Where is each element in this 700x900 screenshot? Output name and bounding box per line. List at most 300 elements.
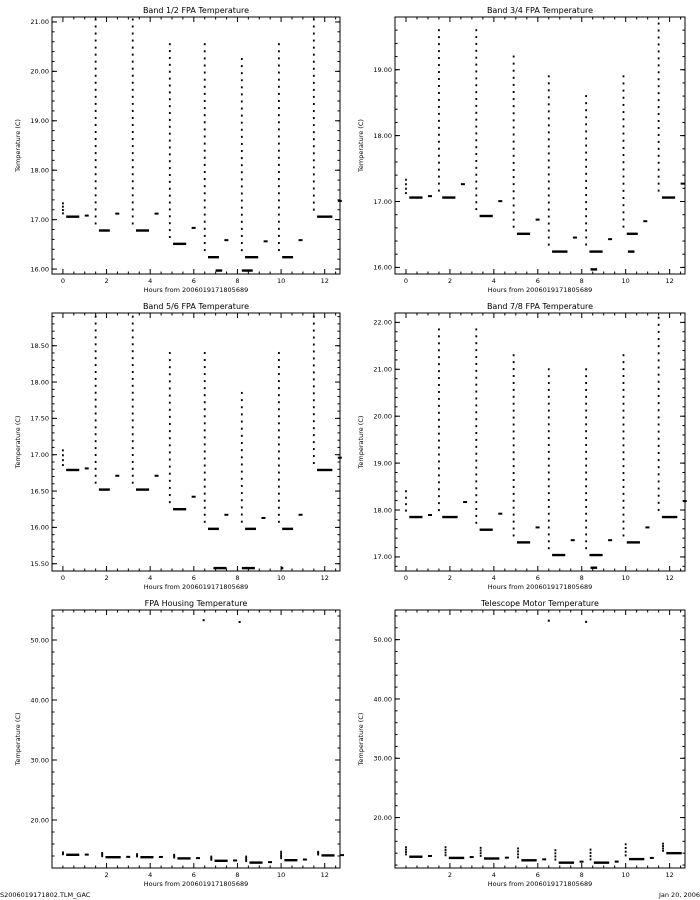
- data-point: [204, 128, 206, 130]
- data-point: [585, 368, 587, 370]
- data-point: [475, 70, 477, 72]
- data-point: [280, 855, 282, 857]
- data-point: [585, 437, 587, 439]
- data-point: [405, 179, 407, 181]
- data-point: [169, 167, 171, 169]
- x-tick-label: 12: [320, 277, 329, 285]
- data-point: [224, 514, 228, 516]
- x-tick-label: 8: [579, 277, 584, 285]
- data-point: [132, 96, 134, 98]
- data-point: [132, 47, 134, 49]
- x-tick-label: 0: [60, 574, 65, 582]
- data-point: [132, 194, 134, 196]
- data-point: [658, 23, 660, 25]
- data-point: [95, 26, 97, 28]
- data-point: [132, 433, 134, 435]
- data-point: [658, 431, 660, 433]
- data-point: [623, 111, 625, 113]
- data-point: [548, 527, 550, 529]
- data-point: [658, 509, 660, 511]
- data-point: [132, 33, 134, 35]
- data-point: [278, 57, 280, 59]
- data-point: [95, 357, 97, 359]
- data-segment: [242, 567, 255, 569]
- data-point: [662, 843, 664, 845]
- data-point: [278, 199, 280, 201]
- data-point: [548, 209, 550, 211]
- data-point: [438, 335, 440, 337]
- data-point: [204, 72, 206, 74]
- data-point: [204, 64, 206, 66]
- x-tick-label: 2: [447, 277, 452, 285]
- y-axis-label: Temperature (C): [14, 712, 22, 766]
- data-point: [245, 856, 247, 858]
- x-tick-label: 12: [320, 574, 329, 582]
- data-point: [475, 139, 477, 141]
- data-point: [278, 107, 280, 109]
- data-point: [548, 110, 550, 112]
- data-point: [313, 385, 315, 387]
- data-point: [132, 316, 134, 318]
- data-point: [513, 534, 515, 536]
- data-point: [241, 442, 243, 444]
- data-point: [475, 404, 477, 406]
- data-point: [278, 514, 280, 516]
- data-point: [548, 89, 550, 91]
- data-point: [95, 54, 97, 56]
- data-point: [585, 444, 587, 446]
- x-tick-label: 2: [447, 574, 452, 582]
- data-point: [132, 215, 134, 217]
- data-point: [548, 416, 550, 418]
- data-point: [278, 128, 280, 130]
- data-point: [169, 494, 171, 496]
- data-point: [548, 451, 550, 453]
- chart-panel-2: [357, 6, 685, 294]
- data-point: [278, 422, 280, 424]
- chart-title: FPA Housing Temperature: [144, 599, 248, 608]
- data-point: [438, 419, 440, 421]
- data-point: [585, 478, 587, 480]
- data-point: [623, 90, 625, 92]
- data-point: [513, 430, 515, 432]
- x-tick-label: 10: [621, 871, 630, 879]
- data-point: [405, 851, 407, 853]
- y-tick-label: 20.00: [373, 813, 392, 822]
- x-tick-label: 8: [235, 574, 240, 582]
- data-point: [313, 47, 315, 49]
- data-point: [278, 178, 280, 180]
- data-point: [475, 342, 477, 344]
- data-point: [513, 141, 515, 143]
- data-point: [313, 399, 315, 401]
- data-point: [169, 416, 171, 418]
- data-point: [513, 493, 515, 495]
- data-point: [278, 100, 280, 102]
- data-point: [623, 534, 625, 536]
- data-point: [95, 343, 97, 345]
- data-point: [438, 99, 440, 101]
- data-point: [241, 157, 243, 159]
- data-point: [241, 108, 243, 110]
- plot-frame: [395, 610, 685, 868]
- data-point: [475, 349, 477, 351]
- x-tick-label: 12: [665, 871, 674, 879]
- data-point: [623, 500, 625, 502]
- data-point: [658, 480, 660, 482]
- data-point: [475, 328, 477, 330]
- data-point: [278, 121, 280, 123]
- data-point: [126, 856, 130, 858]
- data-point: [241, 235, 243, 237]
- data-point: [623, 444, 625, 446]
- data-point: [313, 124, 315, 126]
- data-point: [623, 190, 625, 192]
- data-point: [95, 194, 97, 196]
- data-point: [438, 176, 440, 178]
- data-point: [513, 190, 515, 192]
- data-point: [62, 449, 64, 451]
- data-point: [224, 239, 228, 241]
- data-point: [475, 181, 477, 183]
- data-point: [548, 471, 550, 473]
- y-tick-label: 20.00: [30, 816, 49, 825]
- data-point: [445, 854, 447, 856]
- data-point: [548, 202, 550, 204]
- data-point: [623, 382, 625, 384]
- data-point: [585, 423, 587, 425]
- data-point: [278, 394, 280, 396]
- data-point: [658, 169, 660, 171]
- x-tick-label: 6: [191, 277, 196, 285]
- data-point: [169, 126, 171, 128]
- data-point: [169, 195, 171, 197]
- data-point: [278, 242, 280, 244]
- data-point: [623, 147, 625, 149]
- data-point: [513, 389, 515, 391]
- data-point: [132, 18, 134, 20]
- data-point: [658, 495, 660, 497]
- data-segment: [480, 215, 493, 217]
- data-point: [95, 96, 97, 98]
- data-point: [585, 499, 587, 501]
- data-point: [313, 350, 315, 352]
- data-point: [658, 352, 660, 354]
- data-point: [438, 190, 440, 192]
- y-tick-label: 19.00: [30, 117, 49, 126]
- data-point: [475, 439, 477, 441]
- data-segment: [591, 268, 598, 270]
- y-tick-label: 16.00: [30, 523, 49, 532]
- data-point: [513, 500, 515, 502]
- data-point: [438, 433, 440, 435]
- data-point: [278, 249, 280, 251]
- data-point: [585, 465, 587, 467]
- data-point: [513, 98, 515, 100]
- data-point: [62, 202, 64, 204]
- data-point: [313, 40, 315, 42]
- y-axis-label: Temperature (C): [357, 119, 365, 172]
- data-point: [573, 237, 577, 239]
- x-tick-label: 8: [235, 277, 240, 285]
- data-point: [95, 138, 97, 140]
- data-point: [580, 861, 584, 863]
- data-point: [204, 387, 206, 389]
- data-point: [278, 143, 280, 145]
- data-segment: [442, 516, 457, 518]
- data-point: [95, 166, 97, 168]
- data-point: [623, 133, 625, 135]
- x-tick-label: 2: [104, 277, 109, 285]
- data-point: [513, 528, 515, 530]
- data-point: [438, 467, 440, 469]
- data-point: [132, 138, 134, 140]
- data-point: [517, 856, 519, 858]
- data-point: [475, 494, 477, 496]
- data-point: [169, 160, 171, 162]
- data-point: [204, 394, 206, 396]
- data-segment: [521, 859, 536, 861]
- data-point: [658, 141, 660, 143]
- data-point: [95, 47, 97, 49]
- data-point: [536, 219, 540, 221]
- data-point: [169, 153, 171, 155]
- y-tick-label: 16.00: [30, 265, 49, 274]
- data-point: [278, 86, 280, 88]
- data-point: [204, 472, 206, 474]
- data-point: [480, 850, 482, 852]
- chart-panel-5: [14, 599, 344, 888]
- y-tick-label: 30.00: [373, 754, 392, 763]
- data-point: [204, 221, 206, 223]
- data-point: [517, 847, 519, 849]
- data-point: [313, 103, 315, 105]
- data-point: [278, 366, 280, 368]
- x-tick-label: 12: [665, 574, 674, 582]
- data-point: [548, 430, 550, 432]
- data-point: [132, 26, 134, 28]
- data-point: [513, 176, 515, 178]
- x-tick-label: 6: [535, 574, 540, 582]
- data-point: [585, 123, 587, 125]
- data-point: [658, 388, 660, 390]
- data-point: [513, 396, 515, 398]
- data-point: [241, 72, 243, 74]
- data-point: [438, 405, 440, 407]
- data-point: [475, 460, 477, 462]
- data-point: [623, 417, 625, 419]
- data-point: [204, 171, 206, 173]
- plot-frame: [395, 313, 685, 571]
- x-axis-label: Hours from 2006019171805689: [487, 286, 593, 294]
- data-point: [101, 852, 103, 854]
- data-point: [204, 450, 206, 452]
- data-point: [132, 75, 134, 77]
- data-point: [313, 316, 315, 318]
- y-tick-label: 17.00: [30, 451, 49, 460]
- data-point: [585, 416, 587, 418]
- data-point: [299, 239, 303, 241]
- data-point: [590, 855, 592, 857]
- data-point: [405, 188, 407, 190]
- data-point: [132, 201, 134, 203]
- data-point: [658, 85, 660, 87]
- x-tick-label: 6: [191, 871, 196, 879]
- x-axis-label: Hours from 2006019171805689: [487, 583, 593, 591]
- data-point: [513, 169, 515, 171]
- data-point: [204, 86, 206, 88]
- data-point: [241, 79, 243, 81]
- data-point: [169, 395, 171, 397]
- data-point: [95, 103, 97, 105]
- data-point: [548, 237, 550, 239]
- data-point: [548, 540, 550, 542]
- data-point: [438, 481, 440, 483]
- data-point: [313, 378, 315, 380]
- data-point: [278, 465, 280, 467]
- data-point: [475, 208, 477, 210]
- data-point: [585, 520, 587, 522]
- data-point: [623, 493, 625, 495]
- x-tick-label: 4: [491, 871, 496, 879]
- data-point: [204, 359, 206, 361]
- data-point: [623, 354, 625, 356]
- data-point: [280, 857, 282, 859]
- data-segment: [559, 861, 574, 863]
- data-point: [313, 364, 315, 366]
- data-point: [132, 350, 134, 352]
- data-point: [95, 124, 97, 126]
- data-point: [169, 50, 171, 52]
- data-point: [278, 185, 280, 187]
- data-point: [475, 356, 477, 358]
- data-point: [278, 479, 280, 481]
- data-point: [85, 215, 89, 217]
- y-tick-label: 18.50: [30, 342, 49, 351]
- data-marks: [62, 619, 344, 864]
- data-point: [132, 110, 134, 112]
- data-point: [204, 206, 206, 208]
- x-tick-label: 10: [276, 277, 286, 285]
- data-point: [317, 851, 319, 853]
- x-tick-label: 6: [191, 574, 196, 582]
- y-tick-label: 18.00: [30, 166, 49, 175]
- data-point: [625, 854, 627, 856]
- x-axis-label: Hours from 2006019171805689: [143, 286, 249, 294]
- data-point: [340, 854, 344, 856]
- data-segment: [442, 196, 455, 198]
- data-point: [438, 447, 440, 449]
- data-point: [313, 209, 315, 211]
- data-point: [585, 471, 587, 473]
- data-point: [169, 473, 171, 475]
- data-point: [623, 514, 625, 516]
- data-point: [554, 849, 556, 851]
- data-point: [461, 183, 465, 185]
- data-segment: [317, 215, 332, 217]
- data-point: [658, 120, 660, 122]
- data-point: [204, 228, 206, 230]
- data-point: [513, 197, 515, 199]
- data-point: [313, 462, 315, 464]
- data-point: [313, 61, 315, 63]
- data-point: [241, 421, 243, 423]
- data-point: [623, 154, 625, 156]
- data-point: [590, 858, 592, 860]
- data-point: [513, 437, 515, 439]
- data-point: [241, 115, 243, 117]
- data-point: [405, 490, 407, 492]
- data-point: [585, 244, 587, 246]
- data-point: [658, 381, 660, 383]
- footer-filename: S2006019171802.TLM_GAC: [0, 891, 91, 899]
- data-point: [548, 117, 550, 119]
- x-axis-label: Hours from 2006019171805689: [143, 583, 249, 591]
- data-point: [438, 162, 440, 164]
- data-point: [658, 416, 660, 418]
- data-point: [132, 131, 134, 133]
- data-point: [241, 228, 243, 230]
- x-tick-label: 6: [535, 871, 540, 879]
- data-point: [159, 856, 163, 858]
- data-point: [132, 392, 134, 394]
- data-point: [313, 413, 315, 415]
- data-point: [625, 847, 627, 849]
- data-point: [313, 166, 315, 168]
- data-point: [438, 363, 440, 365]
- data-point: [438, 488, 440, 490]
- data-point: [623, 403, 625, 405]
- data-point: [95, 180, 97, 182]
- data-point: [438, 460, 440, 462]
- data-point: [513, 112, 515, 114]
- data-point: [95, 159, 97, 161]
- data-point: [132, 440, 134, 442]
- data-point: [513, 354, 515, 356]
- x-tick-label: 2: [104, 871, 109, 879]
- data-point: [278, 493, 280, 495]
- data-point: [62, 212, 64, 214]
- data-point: [623, 118, 625, 120]
- data-point: [169, 466, 171, 468]
- data-point: [513, 417, 515, 419]
- data-point: [169, 133, 171, 135]
- data-point: [585, 375, 587, 377]
- data-point: [132, 447, 134, 449]
- data-segment: [213, 567, 226, 569]
- data-point: [241, 100, 243, 102]
- data-point: [132, 159, 134, 161]
- x-tick-label: 0: [403, 574, 409, 582]
- data-point: [623, 507, 625, 509]
- data-point: [585, 95, 587, 97]
- data-point: [95, 419, 97, 421]
- data-point: [475, 522, 477, 524]
- data-point: [585, 527, 587, 529]
- y-tick-label: 18.00: [30, 378, 49, 387]
- data-point: [585, 137, 587, 139]
- y-axis-label: Temperature (C): [14, 119, 22, 172]
- data-point: [658, 324, 660, 326]
- data-point: [658, 155, 660, 157]
- data-point: [438, 92, 440, 94]
- data-point: [241, 207, 243, 209]
- data-point: [173, 854, 175, 856]
- data-point: [590, 852, 592, 854]
- data-point: [95, 33, 97, 35]
- data-segment: [140, 856, 153, 858]
- data-point: [548, 478, 550, 480]
